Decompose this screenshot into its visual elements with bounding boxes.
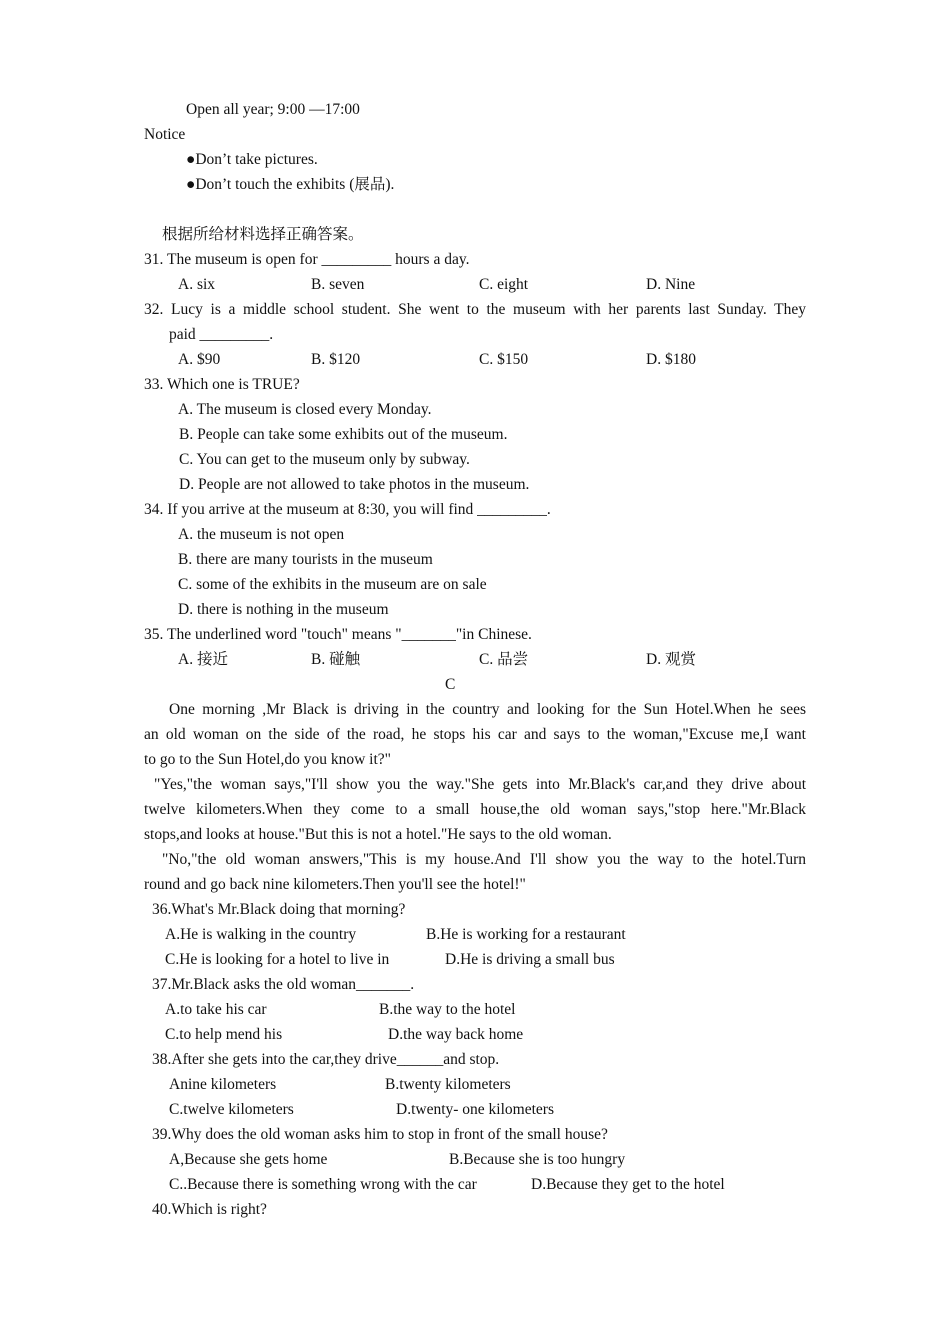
q33-option-c: C. You can get to the museum only by subway.	[179, 451, 470, 468]
passage-p1-line3: to go to the Sun Hotel,do you know it?"	[144, 751, 391, 768]
q37-option-d: D.the way back home	[388, 1026, 524, 1043]
q39-option-d: D.Because they get to the hotel	[531, 1176, 725, 1193]
q36-option-a: A.He is walking in the country	[165, 926, 357, 943]
q32-option-b: B. $120	[311, 351, 361, 368]
q35-option-a: A. 接近	[178, 651, 228, 668]
q36-stem: 36.What's Mr.Black doing that morning?	[152, 901, 406, 918]
q38-stem: 38.After she gets into the car,they drive______and stop.	[152, 1051, 500, 1068]
q31-option-a: A. six	[178, 276, 216, 293]
q38-option-c: C.twelve kilometers	[169, 1101, 294, 1118]
q31-option-d: D. Nine	[646, 276, 696, 293]
q31-option-c: C. eight	[479, 276, 529, 293]
q37-stem: 37.Mr.Black asks the old woman_______.	[152, 976, 415, 993]
passage-p2-line2: twelve kilometers.When they come to a small house,the old woman says,"stop here."Mr.Black	[144, 801, 806, 818]
q36-option-c: C.He is looking for a hotel to live in	[165, 951, 390, 968]
passage-p3-line1: "No,"the old woman answers,"This is my house.And I'll show you the way to the hotel.Turn	[162, 851, 806, 868]
notice-rule-pictures: ●Don’t take pictures.	[186, 151, 318, 168]
q34-stem: 34. If you arrive at the museum at 8:30, you will find _________.	[144, 501, 551, 518]
q39-stem: 39.Why does the old woman asks him to stop in front of the small house?	[152, 1126, 608, 1143]
q35-option-d: D. 观赏	[646, 651, 696, 668]
notice-title: Notice	[144, 126, 186, 143]
q38-option-d: D.twenty- one kilometers	[396, 1101, 554, 1118]
q32-option-c: C. $150	[479, 351, 529, 368]
q36-option-b: B.He is working for a restaurant	[426, 926, 626, 943]
passage-p1-line2: an old woman on the side of the road, he stops his car and says to the woman,"Excuse me,I want	[144, 726, 806, 743]
passage-p1-line1: One morning ,Mr Black is driving in the country and looking for the Sun Hotel.When he sees	[169, 701, 806, 718]
q32-option-a: A. $90	[178, 351, 221, 368]
q35-stem: 35. The underlined word "touch" means "_______"in Chinese.	[144, 626, 532, 643]
q38-option-a: Anine kilometers	[169, 1076, 277, 1093]
q35-option-b: B. 碰触	[311, 651, 361, 668]
q39-option-a: A,Because she gets home	[169, 1151, 328, 1168]
passage-p2-line3: stops,and looks at house."But this is not a hotel."He says to the old woman.	[144, 826, 612, 843]
q32-stem-line2: paid _________.	[169, 326, 274, 343]
q33-option-d: D. People are not allowed to take photos in the museum.	[179, 476, 530, 493]
q34-option-c: C. some of the exhibits in the museum are on sale	[178, 576, 487, 593]
q36-option-d: D.He is driving a small bus	[445, 951, 615, 968]
notice-rule-touch: ●Don’t touch the exhibits (展品).	[186, 176, 395, 193]
q38-option-b: B.twenty kilometers	[385, 1076, 511, 1093]
q39-option-b: B.Because she is too hungry	[449, 1151, 626, 1168]
q37-option-b: B.the way to the hotel	[379, 1001, 516, 1018]
passage-p3-line2: round and go back nine kilometers.Then you'll see the hotel!"	[144, 876, 526, 893]
q34-option-d: D. there is nothing in the museum	[178, 601, 389, 618]
instruction: 根据所给材料选择正确答案。	[162, 226, 364, 243]
q37-option-a: A.to take his car	[165, 1001, 267, 1018]
q34-option-b: B. there are many tourists in the museum	[178, 551, 433, 568]
q32-stem-line1: 32. Lucy is a middle school student. She went to the museum with her parents last Sunday. They	[144, 301, 806, 318]
q33-option-b: B. People can take some exhibits out of the museum.	[179, 426, 508, 443]
q31-option-b: B. seven	[311, 276, 365, 293]
q31-stem: 31. The museum is open for _________ hours a day.	[144, 251, 470, 268]
opening-hours: Open all year; 9:00 —17:00	[186, 101, 360, 118]
q33-stem: 33. Which one is TRUE?	[144, 376, 300, 393]
q40-stem: 40.Which is right?	[152, 1201, 267, 1218]
q37-option-c: C.to help mend his	[165, 1026, 283, 1043]
passage-p2-line1: "Yes,"the woman says,"I'll show you the way."She gets into Mr.Black's car,and they drive about	[154, 776, 806, 793]
q34-option-a: A. the museum is not open	[178, 526, 345, 543]
section-c-heading: C	[445, 676, 456, 693]
q39-option-c: C..Because there is something wrong with the car	[169, 1176, 477, 1193]
q33-option-a: A. The museum is closed every Monday.	[178, 401, 432, 418]
q32-option-d: D. $180	[646, 351, 696, 368]
q35-option-c: C. 品尝	[479, 651, 529, 668]
